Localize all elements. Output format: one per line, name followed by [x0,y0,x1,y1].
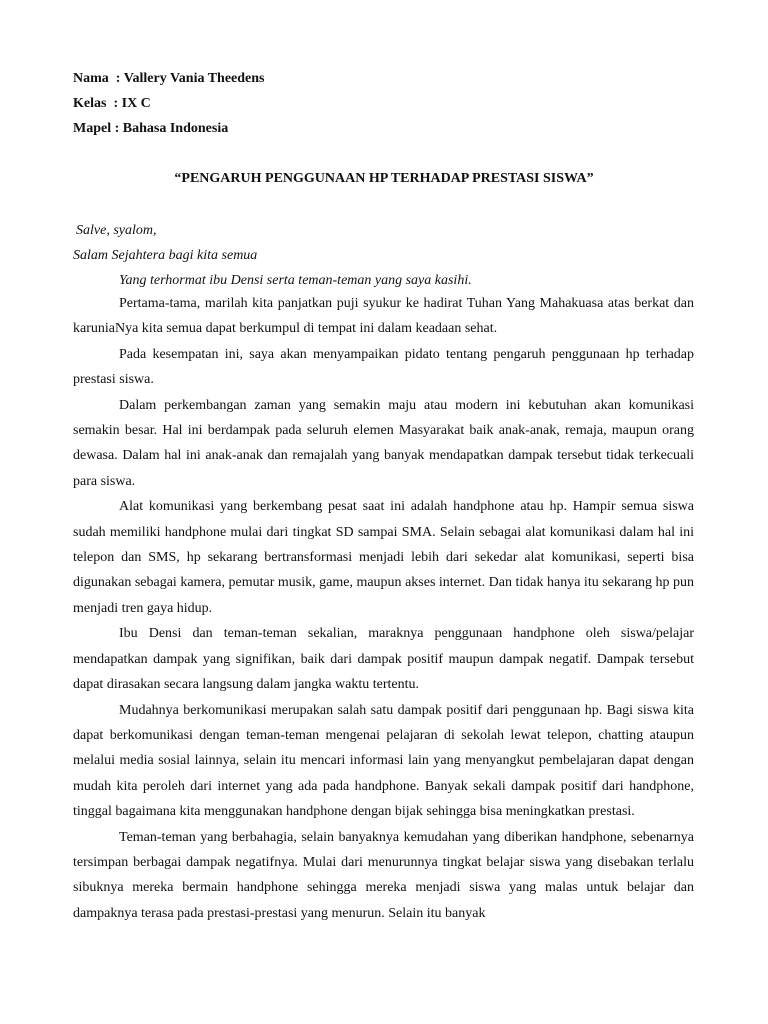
paragraph: Alat komunikasi yang berkembang pesat saat ini adalah handphone atau hp. Hampir semua siswa sudah memiliki handphone mulai dari tingkat SD sampai SMA. Selain sebagai alat komunikasi dalam hal ini telepon dan SMS, hp sekarang bertransformasi menjadi lebih dari sekedar alat komunikasi, seperti bisa digunakan sebagai kamera, pemutar musik, game, maupun akses internet. Dan tidak hanya itu sekarang hp pun menjadi tren gaya hidup. [73,499,694,616]
greeting-block [73,218,695,293]
greeting-salve: Salve, syalom, [76,223,157,238]
student-info [73,66,695,141]
name-row [73,66,695,91]
name-label: Nama [73,71,116,86]
paragraph: Dalam perkembangan zaman yang semakin maju atau modern ini kebutuhan akan komunikasi semakin besar. Hal ini berdampak pada seluruh elemen Masyarakat baik anak-anak, remaja, maupun orang dewasa. Dalam hal ini anak-anak dan remajalah yang banyak mendapatkan dampak tersebut tidak terkecuali para siswa. [73,397,694,489]
paragraph: Pada kesempatan ini, saya akan menyampaikan pidato tentang pengaruh penggunaan hp terhadap prestasi siswa. [73,346,694,388]
greeting-respect: Yang terhormat ibu Densi serta teman-teman yang saya kasihi. [119,273,472,288]
class-label: Kelas [73,96,114,111]
name-value: : Vallery Vania Theedens [115,71,265,86]
subject-row [73,116,695,141]
document-title: “PENGARUH PENGGUNAAN HP TERHADAP PRESTASI SISWA” [174,171,594,186]
subject-value: : Bahasa Indonesia [114,121,229,136]
paragraph: Teman-teman yang berbahagia, selain banyaknya kemudahan yang diberikan handphone, sebenarnya tersimpan berbagai dampak negatifnya. Mulai dari menurunnya tingkat belajar siswa yang disebakan terlalu sibuknya mereka bermain handphone sehingga mereka menjadi siswa yang malas untuk belajar dan dampaknya terasa pada prestasi-prestasi yang menurun. Selain itu banyak [73,829,694,921]
paragraph: Pertama-tama, marilah kita panjatkan puji syukur ke hadirat Tuhan Yang Mahakuasa atas berkat dan karuniaNya kita semua dapat berkumpul di tempat ini dalam keadaan sehat. [73,296,694,337]
speech-body [73,291,694,926]
subject-label: Mapel [73,121,115,136]
paragraph: Mudahnya berkomunikasi merupakan salah satu dampak positif dari penggunaan hp. Bagi siswa kita dapat berkomunikasi dengan teman-teman mengenai pelajaran di sekolah lewat telepon, chatting ataupun melalui media sosial lainnya, selain itu mencari informasi lain yang menyangkut pembelajaran dapat dengan mudah kita peroleh dari internet yang ada pada handphone. Banyak sekali dampak positif dari handphone, tinggal bagaimana kita menggunakan handphone dengan bijak sehingga bisa meningkatkan prestasi. [73,702,694,820]
greeting-salam: Salam Sejahtera bagi kita semua [73,248,258,263]
class-value: : IX C [113,96,151,111]
class-row [73,91,695,116]
paragraph: Ibu Densi dan teman-teman sekalian, maraknya penggunaan handphone oleh siswa/pelajar mendapatkan dampak yang signifikan, baik dari dampak positif maupun dampak negatif. Dampak tersebut dapat dirasakan secara langsung dalam jangka waktu tertentu. [73,626,694,693]
